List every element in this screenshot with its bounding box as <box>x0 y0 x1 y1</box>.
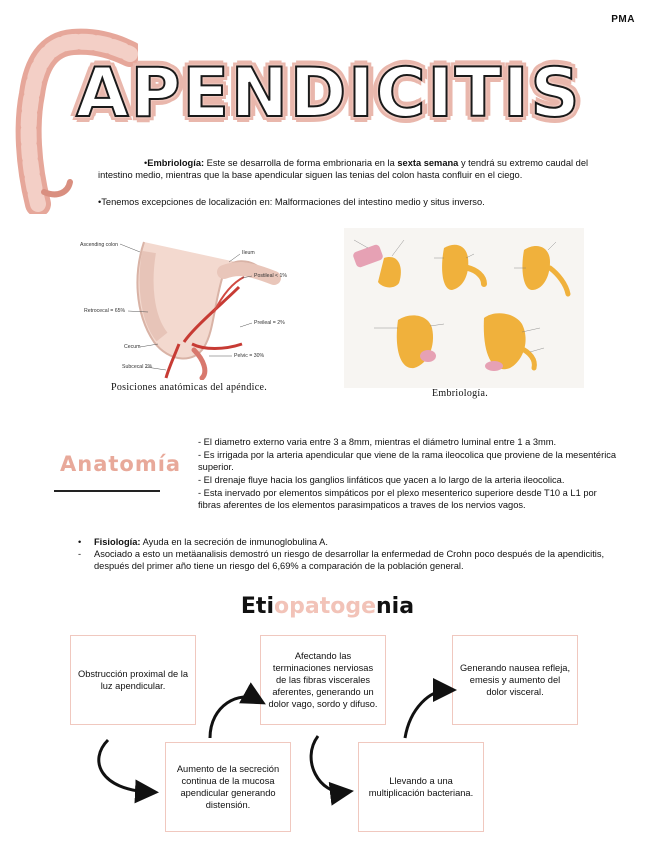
anatomy-item: - Es irrigada por la arteria apendicular que viene de la rama ileocolica que proviene de la mesentérica superior. <box>198 450 617 472</box>
physiology-label: Fisiología: <box>94 537 141 547</box>
bullet-mark: • <box>78 537 82 547</box>
arrow-curve-3 <box>311 736 345 792</box>
anatomy-item: - El drenaje fluye hacia los ganglios linfáticos que yacen a lo largo de la arteria ileocolica. <box>198 475 565 485</box>
figure2-caption: Embriología. <box>431 388 489 399</box>
flow-step-nausea: Generando nausea refleja, emesis y aumento del dolor visceral. <box>452 635 578 725</box>
flow-step-obstruction: Obstrucción proximal de la luz apendicular. <box>70 635 196 725</box>
author-initials: PMA <box>611 14 635 25</box>
arrow-curve-1 <box>99 740 150 792</box>
label-preileal: Preileal = 2% <box>254 320 285 326</box>
exceptions-text: Tenemos excepciones de localización en: Malformaciones del intestino medio y situs inverso. <box>101 197 485 207</box>
label-retrocecal: Retrocecal = 65% <box>84 308 126 314</box>
arrow-curve-4 <box>405 690 448 738</box>
dash-mark: - <box>78 549 82 559</box>
embryology-text-a: Este se desarrolla de forma embrionaria en la <box>204 158 398 168</box>
flow-step-nerve-pain: Afectando las terminaciones nerviosas de las fibras viscerales aferentes, generando un dolor vago, sordo y difuso. <box>260 635 386 725</box>
arrow-curve-2 <box>210 697 258 738</box>
anatomy-item: - El diametro externo varia entre 3 a 8mm, mientras el diámetro luminal entre 1 a 3mm. <box>198 437 557 447</box>
label-postileal: Postileal < 1% <box>254 273 288 279</box>
heading-part-b: opatoge <box>274 594 377 619</box>
label-pelvic: Pelvic = 30% <box>234 353 265 359</box>
physiology-text: Ayuda en la secreción de inmunoglobulina A. <box>140 537 328 547</box>
label-ileum: Ileum <box>242 250 255 256</box>
anatomy-heading: Anatomía <box>60 452 182 476</box>
anatomy-item: - Esta inervado por elementos simpáticos por el plexo mesenterico superiore desde T10 a L1 por fibras aferentes de los elementos parasimpaticos a traves de los nervios vagos. <box>198 488 597 510</box>
embryology-week: sexta semana <box>397 158 459 168</box>
label-subcecal: Subcecal 2% <box>122 364 153 370</box>
figure1-caption: Posiciones anatómicas del apéndice. <box>110 382 267 393</box>
embryology-label: Embriología: <box>147 158 205 168</box>
flow-step-bacteria: Llevando a una multiplicación bacteriana. <box>358 742 484 832</box>
heading-part-c: nia <box>376 594 415 619</box>
heading-part-a: Eti <box>240 594 274 619</box>
label-cecum: Cecum <box>124 344 141 350</box>
label-ascending-colon: Ascending colon <box>80 242 119 248</box>
exceptions-paragraph: •Tenemos excepciones de localización en: Malformaciones del intestino medio y situs inverso. <box>98 197 485 207</box>
crohn-note: Asociado a esto un metäanalisis demostró un riesgo de desarrollar la enfermedad de Crohn poco después de la apendicitis, después del primer año tiene un riesgo del 6,69% a comparación de la población general. <box>94 549 605 571</box>
embryology-paragraph: •Embriología: Este se desarrolla de forma embrionaria en la sexta semana y tendrá su extremo caudal del intestino medio, mientras que la base apendicular siguen las tenias del colon hasta confluir en el ciego. <box>98 158 589 180</box>
flow-step-secretion: Aumento de la secreción continua de la mucosa apendicular generando distensión. <box>165 742 291 832</box>
embryology-text-b: y tendrá su extremo caudal del intestino medio, mientras que la base apendicular siguen las tenias del colon hasta confluir en el ciego. <box>98 158 589 180</box>
page-title: APENDICITIS <box>76 54 582 133</box>
